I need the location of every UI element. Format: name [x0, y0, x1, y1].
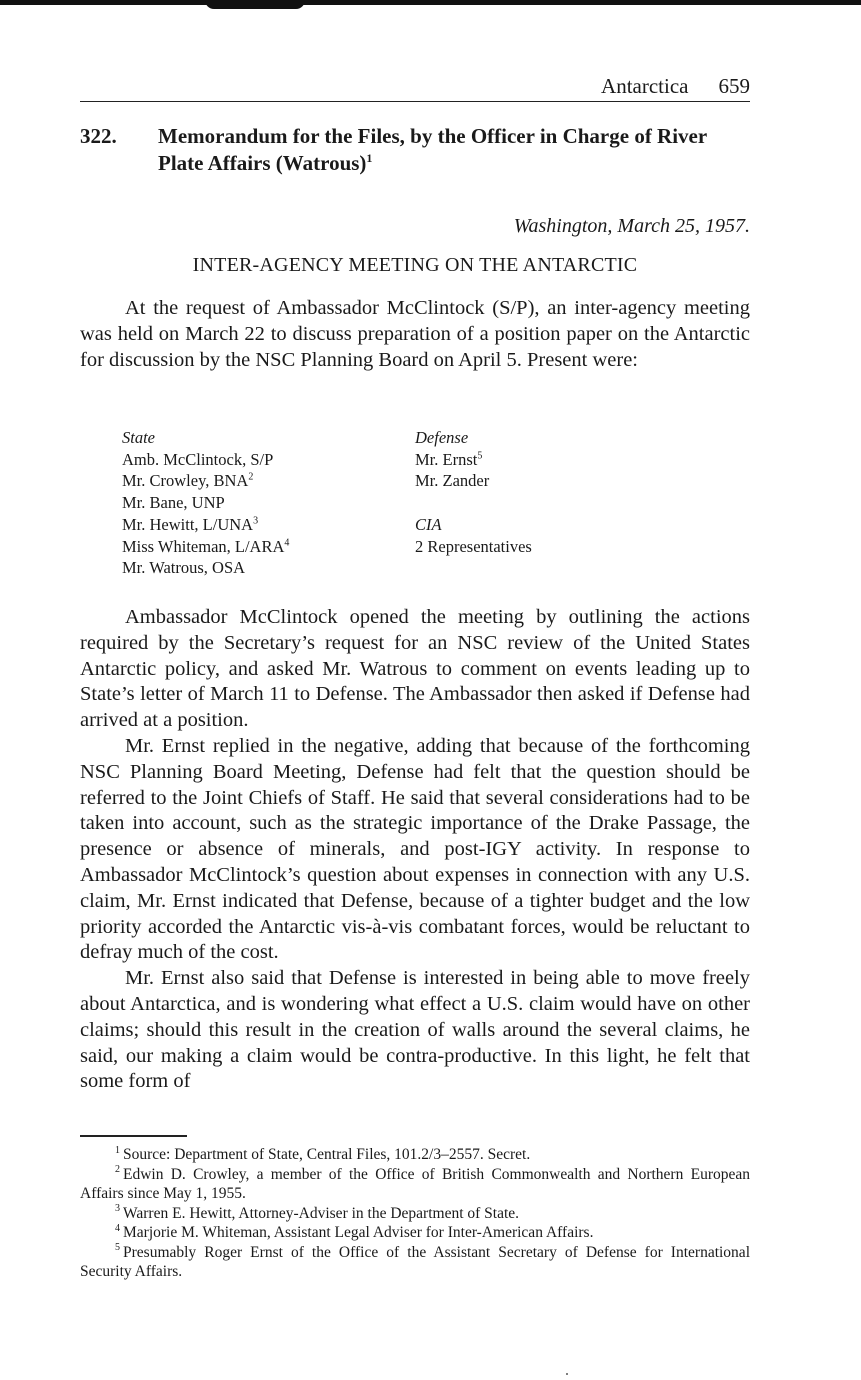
document-title-text: Memorandum for the Files, by the Officer in Charge of River Plate Affairs (Watrous) — [158, 124, 707, 175]
scan-speck — [566, 1373, 568, 1375]
body-paragraph: Ambassador McClintock opened the meeting by outlining the actions required by the Secretary’s request for an NSC review of the United States Antarctic policy, and asked Mr. Watrous to comment on events leading up to State’s letter of March 11 to Defense. The Ambassador then asked if Defense had arrived at a position. — [80, 606, 750, 732]
footnote: $^3$ Warren E. Hewitt, Attorney-Adviser in the Department of State. — [115, 1203, 520, 1222]
footnote: $^2$ Edwin D. Crowley, a member of the Office of British Commonwealth and Northern European Affairs since May 1, 1955. — [80, 1164, 750, 1202]
section-heading: INTER-AGENCY MEETING ON THE ANTARCTIC — [192, 254, 638, 276]
scan-edge-mark — [205, 0, 305, 9]
document-title — [158, 123, 748, 177]
page-number: 659 — [718, 74, 750, 98]
attendee: 2 Representatives — [415, 536, 532, 556]
intro-paragraph-block — [80, 296, 750, 373]
footnote: $^4$ Marjorie M. Whiteman, Assistant Legal Adviser for Inter-American Affairs. — [115, 1222, 594, 1241]
attendees-state — [122, 427, 289, 579]
footnote: $^5$ Presumably Roger Ernst of the Office of the Assistant Secretary of Defense for International Security Affairs. — [80, 1242, 750, 1280]
attendee: Mr. Hewitt, L/UNA$^3$ — [122, 514, 259, 534]
body-paragraph: Mr. Ernst also said that Defense is interested in being able to move freely about Antarctica, and is wondering what effect a U.S. claim would have on other claims; should this result in the creation of walls around the several claims, he said, our making a claim would be contra-productive. In this light, he felt that some form of — [80, 967, 750, 1093]
attendee: Amb. McClintock, S/P — [122, 449, 274, 469]
footnotes — [80, 1145, 750, 1282]
attendee: Mr. Ernst$^5$ — [415, 449, 483, 469]
attendee: Mr. Watrous, OSA — [122, 558, 246, 578]
running-head — [80, 74, 750, 102]
attendee: Mr. Crowley, BNA$^2$ — [122, 471, 254, 491]
footnote-divider — [80, 1135, 187, 1137]
group-label-state: State — [122, 428, 155, 447]
dateline: Washington, March 25, 1957. — [513, 215, 750, 237]
group-label-defense: Defense — [415, 428, 469, 447]
body-paragraph: Mr. Ernst replied in the negative, adding that because of the forthcoming NSC Planning Board Meeting, Defense had felt that the question should be referred to the Joint Chiefs of Staff. He said that several considerations had to be taken into account, such as the strategic importance of the Drake Passage, the presence or absence of minerals, and post-IGY activity. In response to Ambassador McClintock’s question about expenses in connection with any U.S. claim, Mr. Ernst indicated that Defense, because of a tighter budget and the low priority accorded the Antarctic vis-à-vis combatant forces, would be reluctant to defray much of the cost. — [80, 734, 750, 964]
attendee: Mr. Bane, UNP — [122, 493, 225, 513]
footnote: $^1$ Source: Department of State, Central Files, 101.2/3–2557. Secret. — [115, 1144, 531, 1163]
footnote-ref: 1 — [366, 151, 373, 165]
running-head-section: Antarctica — [601, 74, 689, 98]
memo-body — [80, 605, 750, 1095]
document-number: 322. — [80, 124, 117, 148]
intro-paragraph: At the request of Ambassador McClintock (S/P), an inter-agency meeting was held on March 22 to discuss preparation of a position paper on the Antarctic for discussion by the NSC Planning Board on April 5. Present were: — [80, 297, 750, 371]
spacer — [415, 492, 532, 514]
attendee: Mr. Zander — [415, 471, 490, 491]
scan-top-edge — [0, 0, 861, 5]
attendee: Miss Whiteman, L/ARA$^4$ — [122, 536, 290, 556]
group-label-cia: CIA — [415, 514, 442, 534]
attendees-defense-cia — [415, 427, 532, 557]
